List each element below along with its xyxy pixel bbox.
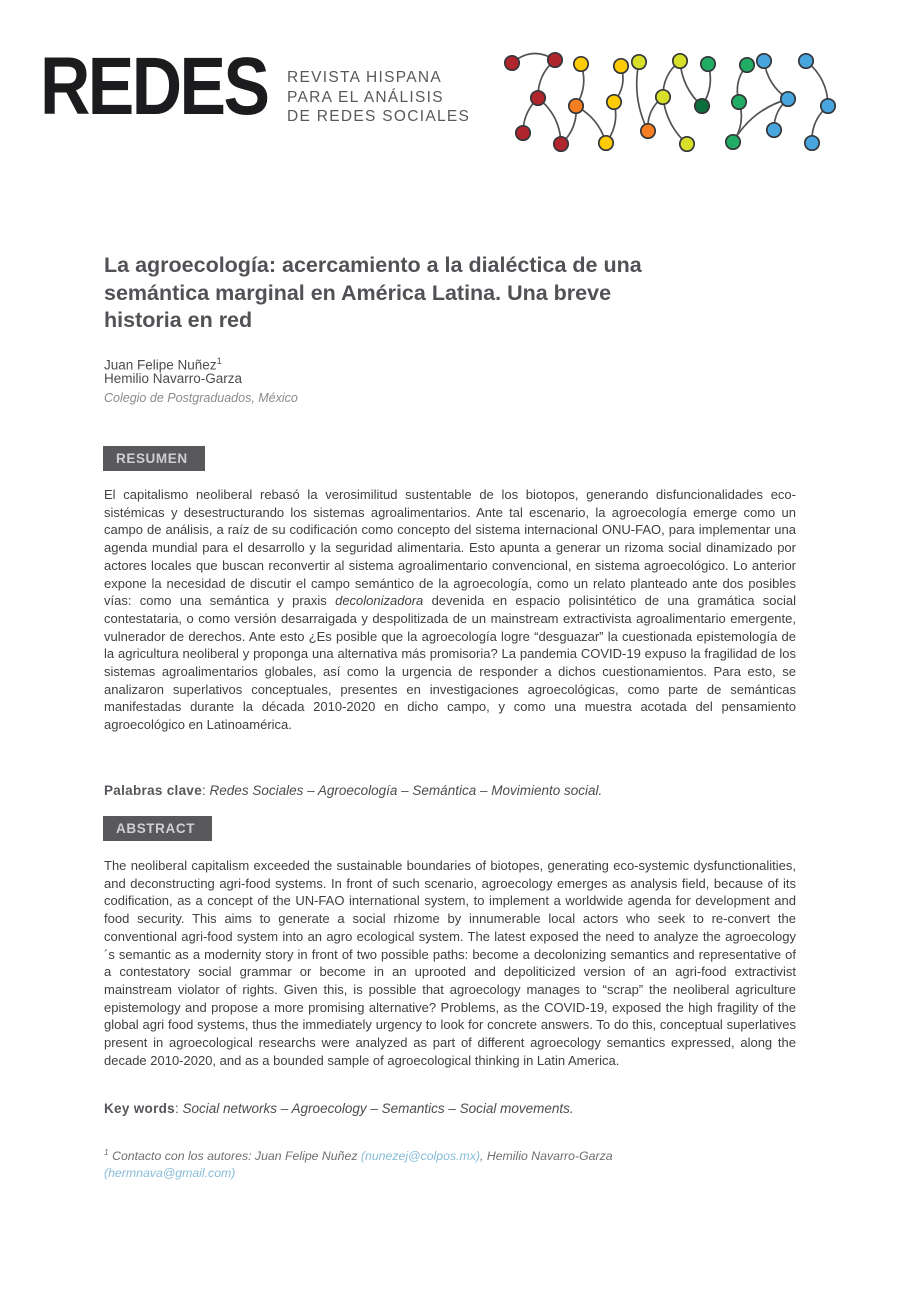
- network-node: [695, 99, 709, 113]
- network-node: [548, 53, 562, 67]
- network-node: [726, 135, 740, 149]
- network-node: [767, 123, 781, 137]
- text-segment: semántica marginal en América Latina. Una breve: [104, 280, 612, 305]
- network-node: [781, 92, 795, 106]
- network-node: [656, 90, 670, 104]
- text-segment: , Hemilio Navarro-Garza: [480, 1149, 613, 1164]
- text-segment: El capitalismo neoliberal rebasó la verosimilitud sustentable de los biotopos, generando disfuncionalidades eco-sistémicas y desestructurando los sistemas agroalimentarios. Ante tal escenario, la agroecología emerge como un campo de análisis, a raíz de su codificación como concepto del sistema internacional ONU-FAO, para implementar una agenda mundial para el desarrollo y la seguridad alimentaria. Esto apunta a generar un rizoma social dinamizado por actores locales que buscan reconvertir al sistema agroalimentario convencional, en sistema agroecológico. Lo anterior expone la necesidad de discutir el campo semántico de la agroecología, como un relato planteado ante dos posibles vías: como una semántica y praxis: [104, 487, 796, 609]
- text-segment: Contacto con los autores: Juan Felipe Nuñez: [108, 1149, 361, 1164]
- network-node: [599, 136, 613, 150]
- network-node: [614, 59, 628, 73]
- author1-email-link[interactable]: (nunezej@colpos.mx): [360, 1149, 480, 1164]
- network-node: [740, 58, 754, 72]
- network-node: [574, 57, 588, 71]
- resumen-body: [104, 486, 796, 734]
- abstract-section-heading: ABSTRACT: [103, 816, 212, 841]
- footnote: [104, 1144, 784, 1182]
- network-node: [641, 124, 655, 138]
- network-node: [516, 126, 530, 140]
- journal-subtitle: [287, 68, 470, 127]
- text-segment: Redes Sociales – Agroecología – Semántica – Movimiento social.: [209, 783, 603, 798]
- text-segment: Palabras clave: [104, 783, 203, 798]
- network-node: [799, 54, 813, 68]
- network-node: [531, 91, 545, 105]
- network-node: [554, 137, 568, 151]
- text-segment: The neoliberal capitalism exceeded the sustainable boundaries of biotopes, generating eco-systemic dysfunctionalities, and deconstructing agri-food systems. In front of such scenario, agroecology emerges as analysis field, because of its codification, as a concept of the UN-FAO international system, to implement a worldwide agenda for development and food security. This aims to generate a social rhizome by innumerable local actors who seek to re-convert the conventional agri-food system into an agro ecological system. The latest exposed the need to analyze the agroecology´s semantic as a modernity story in front of two possible paths: become a decolonizing semantics and representative of a contestatory social grammar or become in an uprooted and depoliticized version of an agri-food extractivist mainstream violator of rights. Given this, is possible that agroecology manages to “scrap” the neoliberal agriculture epistemology and propose a more promising alternative? Problems, as the COVID-19, exposed the high fragility of the global agri food systems, thus the immediately urgency to look for concrete answers. To do this, conceptual superlatives present in agroecological researchs were analyzed as part of different agroecology semantics expressed, along the decade 2010-2020, and as a bounded sample of agroecological thinking in Latin America.: [104, 858, 796, 1068]
- network-node: [805, 136, 819, 150]
- network-node: [821, 99, 835, 113]
- network-graphic: [498, 44, 846, 160]
- text-segment: historia en red: [104, 308, 253, 332]
- text-segment: 1: [104, 1147, 109, 1157]
- journal-subtitle-line-1: REVISTA HISPANA: [287, 69, 443, 86]
- journal-subtitle-line-3: DE REDES SOCIALES: [287, 108, 471, 125]
- network-node: [505, 56, 519, 70]
- resumen-section-heading: RESUMEN: [103, 446, 205, 471]
- network-node: [701, 57, 715, 71]
- text-segment: Juan Felipe Nuñez: [104, 357, 217, 373]
- network-node: [673, 54, 687, 68]
- text-segment: Key words: [104, 1101, 175, 1116]
- text-segment: La agroecología: acercamiento a la dialéctica de una: [104, 253, 642, 277]
- text-segment: devenida en espacio polisintético de una gramática social contestataria, o como versión desarraigada y despolitizada de un mainstream extractivista agroalimentario emergente, vulnerador de derechos. Ante esto ¿Es posible que la agroecología logre “desguazar” la cuestionada epistemología de la agricultura neoliberal y proponga una alternativa más promisoria? La pandemia COVID-19 expuso la fragilidad de los sistemas agroalimentarios globales, así como la urgencia de responder a dichos cuestionamientos. Para esto, se analizaron superlativos conceptuales, presentes en investigaciones agroecológicas, como parte de semánticas manifestadas durante la década 2010-2020 en dicho campo, y como una muestra acotada del pensamiento agroecológico en Latinoamérica.: [104, 593, 797, 733]
- text-segment: decolonizadora: [335, 593, 424, 609]
- journal-subtitle-line-2: PARA EL ANÁLISIS: [287, 88, 444, 106]
- network-node: [632, 55, 646, 69]
- network-node: [732, 95, 746, 109]
- network-node: [607, 95, 621, 109]
- network-node: [757, 54, 771, 68]
- affiliation: Colegio de Postgraduados, México: [104, 391, 298, 405]
- text-segment: 1: [216, 356, 222, 366]
- author-name-2: Hemilio Navarro-Garza: [104, 371, 243, 386]
- text-segment: :: [202, 783, 210, 798]
- network-edge: [637, 62, 648, 131]
- text-segment: :: [174, 1101, 183, 1116]
- abstract-body: [104, 857, 796, 1069]
- key-words-line: [104, 1101, 796, 1116]
- author2-email-link[interactable]: (hermnava@gmail.com): [104, 1166, 236, 1181]
- text-segment: Social networks – Agroecology – Semantics – Social movements.: [182, 1101, 574, 1116]
- journal-logo: REDES: [40, 41, 268, 132]
- network-node: [569, 99, 583, 113]
- article-title: [104, 252, 804, 335]
- network-node: [680, 137, 694, 151]
- palabras-clave-line: [104, 783, 796, 798]
